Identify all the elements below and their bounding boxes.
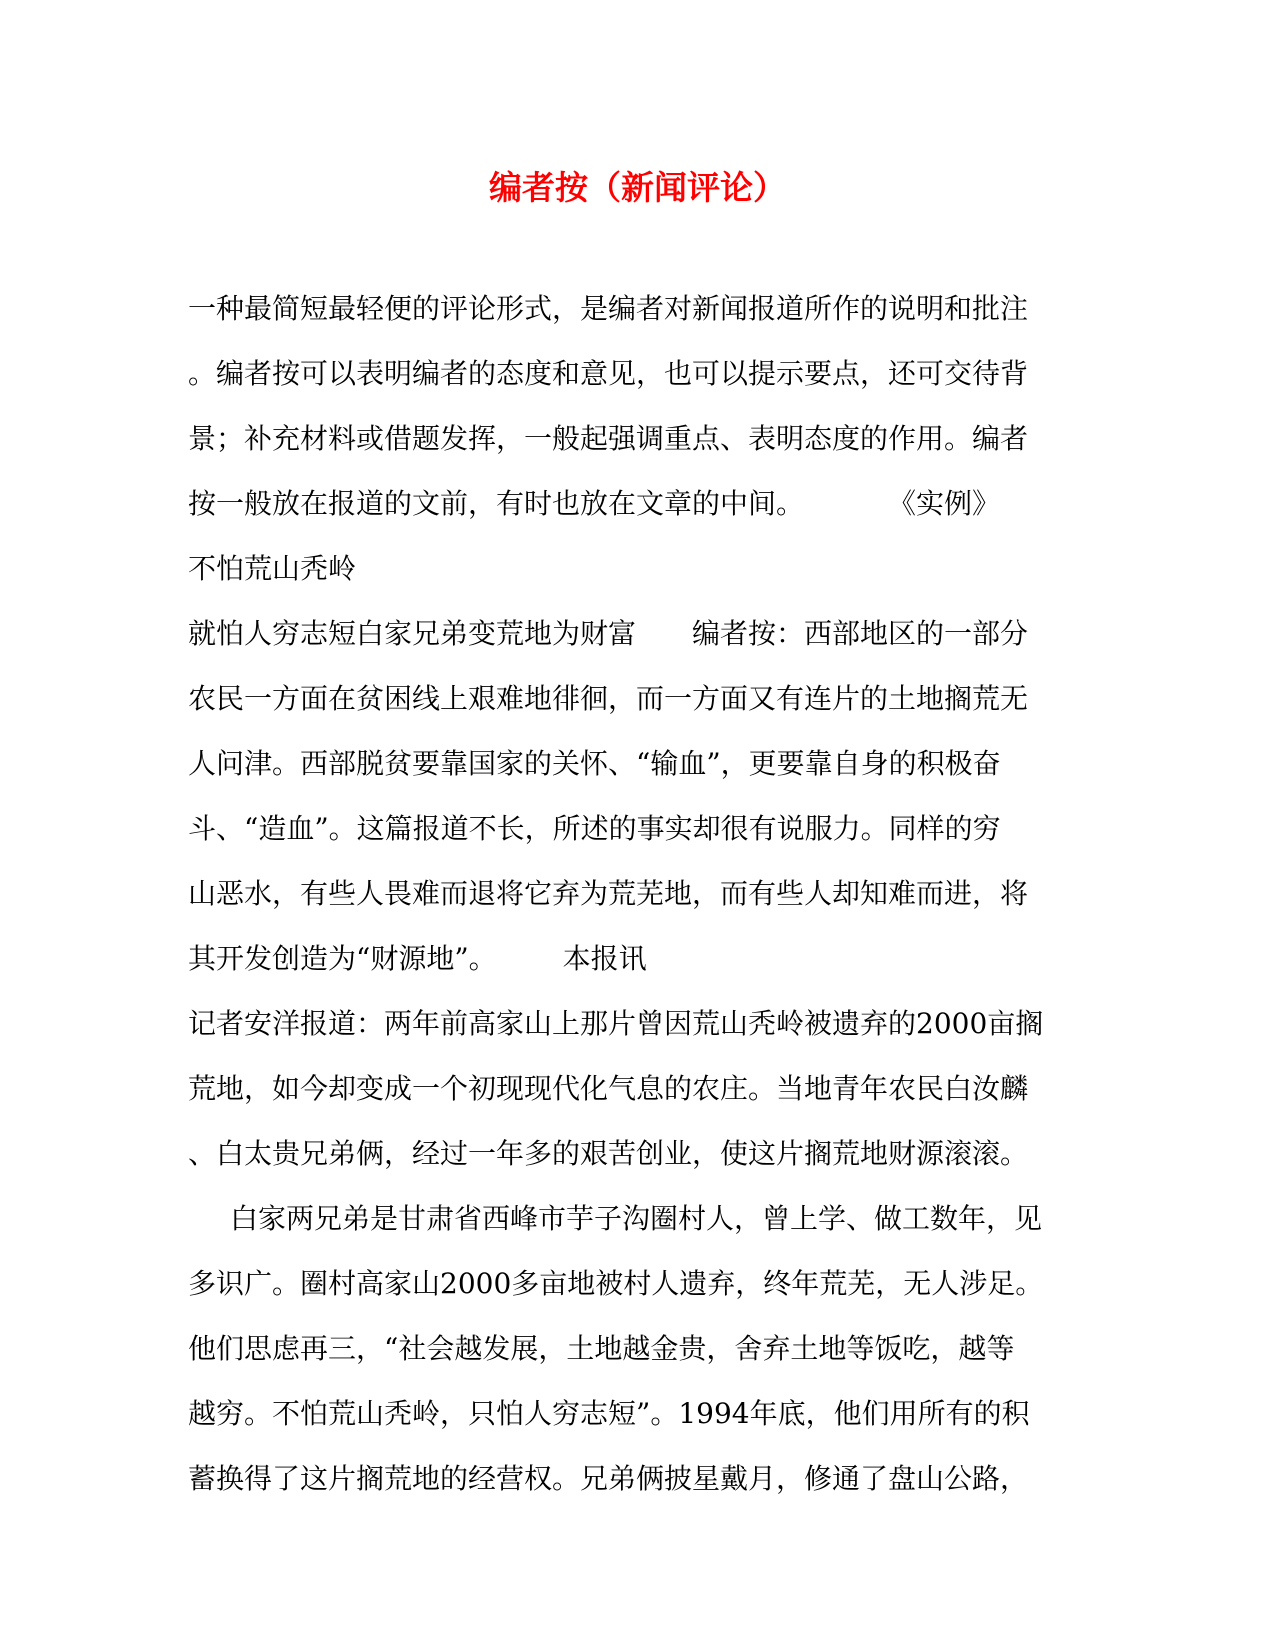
text-line [188,1446,1068,1511]
text-line [188,536,1068,601]
text-segment: 白家两兄弟是甘肃省西峰市芋子沟圈村人，曾上学、做工数年，见 [230,1202,1043,1235]
text-line [188,1056,1068,1121]
text-line [188,666,1068,731]
text-line [188,796,1068,861]
text-line [188,1186,1068,1251]
text-segment: 农民一方面在贫困线上艰难地徘徊，而一方面又有连片的土地搁荒无 [188,682,1029,715]
text-line [188,406,1068,471]
text-segment: 一种最简短最轻便的评论形式，是编者对新闻报道所作的说明和批注 [188,292,1029,325]
text-line [188,731,1068,796]
text-segment: 按一般放在报道的文前，有时也放在文章的中间。 [188,487,805,520]
text-line [188,991,1068,1056]
text-segment: 多识广。圈村高家山2000多亩地被村人遗弃，终年荒芜，无人涉足。 [188,1267,1044,1300]
text-segment-subheadline: 就怕人穷志短白家兄弟变荒地为财富 [188,617,637,650]
text-segment: 人问津。西部脱贫要靠国家的关怀、“输血”，更要靠自身的积极奋 [188,747,1001,780]
text-segment: 他们思虑再三，“社会越发展，土地越金贵，舍弃土地等饭吃，越等 [188,1332,1015,1365]
text-segment: 荒地，如今却变成一个初现现代化气息的农庄。当地青年农民白汝麟 [188,1072,1029,1105]
text-segment: 其开发创造为“财源地”。 [188,942,497,975]
text-segment-dateline: 本报讯 [562,942,647,975]
text-line [188,926,1068,991]
text-segment-example-heading: 《实例》 [888,487,1001,520]
text-line [188,341,1068,406]
text-line [188,1316,1068,1381]
document-body [188,276,1068,1511]
text-line [188,1121,1068,1186]
text-segment: 记者安洋报道：两年前高家山上那片曾因荒山秃岭被遗弃的2000亩搁 [188,1007,1044,1040]
text-segment: 。编者按可以表明编者的态度和意见，也可以提示要点，还可交待背 [188,357,1029,390]
text-segment: 、白太贵兄弟俩，经过一年多的艰苦创业，使这片搁荒地财源滚滚。 [188,1137,1029,1170]
text-segment: 景；补充材料或借题发挥，一般起强调重点、表明态度的作用。编者 [188,422,1029,455]
text-line [188,601,1068,666]
text-line [188,1381,1068,1446]
text-line [188,1251,1068,1316]
text-line [188,861,1068,926]
text-segment-editor-note: 编者按：西部地区的一部分 [692,617,1029,650]
text-line [188,471,1068,536]
text-segment-headline: 不怕荒山秃岭 [188,552,357,585]
text-segment: 山恶水，有些人畏难而退将它弃为荒芜地，而有些人却知难而进，将 [188,877,1029,910]
document-title: 编者按（新闻评论） [489,168,786,207]
text-segment: 蓄换得了这片搁荒地的经营权。兄弟俩披星戴月，修通了盘山公路， [188,1462,1029,1495]
text-segment: 越穷。不怕荒山秃岭，只怕人穷志短”。1994年底，他们用所有的积 [188,1397,1030,1430]
text-line [188,276,1068,341]
text-segment: 斗、“造血”。这篇报道不长，所述的事实却很有说服力。同样的穷 [188,812,1001,845]
